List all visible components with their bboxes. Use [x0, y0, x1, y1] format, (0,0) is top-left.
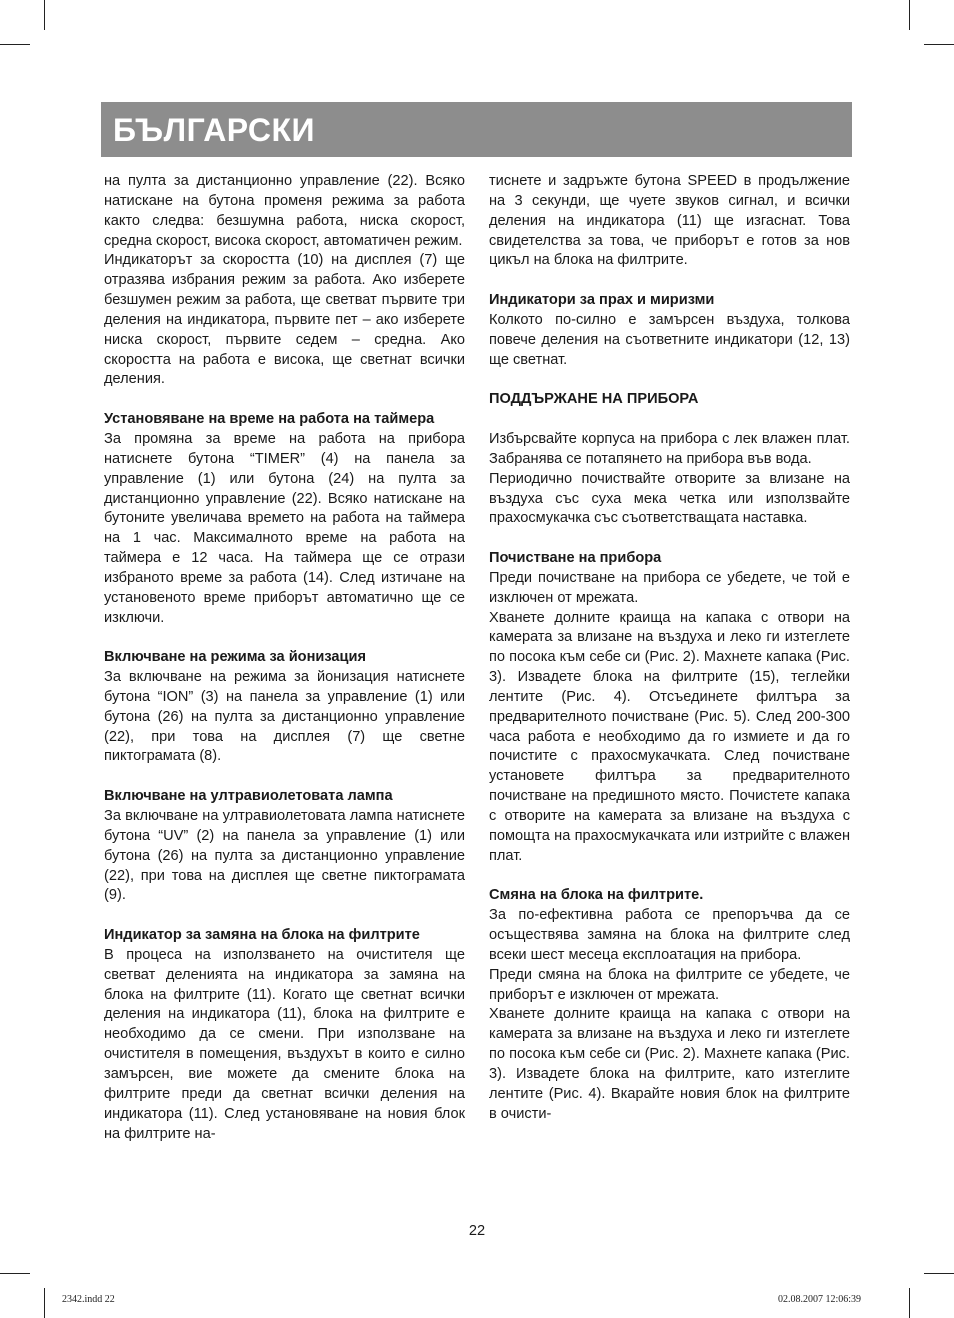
section-heading: Включване на режима за йонизация	[104, 649, 367, 666]
language-header-bar	[101, 102, 852, 157]
crop-mark	[909, 0, 910, 30]
paragraph-spacer	[489, 370, 850, 390]
paragraph-spacer	[104, 628, 465, 648]
body-paragraph: Периодично почиствайте отворите за влизане на въздуха със суха мека четка или използвайте прахосмукачка със съответстващата наставка.	[489, 470, 850, 527]
left-text-column	[104, 172, 465, 1144]
body-paragraph: В процеса на използването на очистителя ще светват деленията на индикатора за замяна на блока на филтрите (11). Когато ще светнат всички деления на индикатора (11), блока на филтрите е необходимо да се смени. При използване на очистителя в помещения, въздухът в които е силно замърсен, вие можете да смените блока на филтрите преди да светнат всички деления на индикатора (11). След установяване на новия блок на филтрите на-	[104, 946, 465, 1142]
body-paragraph: За включване на режима за йонизация натиснете бутона “ION” (3) на панела за управление (1) или бутона (26) на пулта за дистанционно управление (22), при това на дисплея (7) ще светне пиктограмата (8).	[104, 669, 465, 765]
body-paragraph: Хванете долните краища на капака с отвори на камерата за влизане на въздуха и леко ги изтеглете по посока към себе си (Рис. 2). Махнете капака (Рис. 3). Извадете блока на филтрите, като изтеглите лентите (Рис. 4). Вкарайте новия блок на филтрите в очисти-	[489, 1006, 850, 1122]
crop-mark	[0, 1273, 30, 1274]
language-title: БЪЛГАРСКИ	[113, 112, 315, 148]
slug-file: 2342.indd 22	[62, 1294, 115, 1305]
body-paragraph: Преди смяна на блока на филтрите се убедете, че приборът е изключен от мрежата.	[489, 966, 850, 1003]
section-heading: Смяна на блока на филтрите.	[489, 887, 704, 904]
crop-mark	[0, 44, 30, 45]
crop-mark	[909, 1288, 910, 1318]
crop-mark	[44, 0, 45, 30]
page-number: 22	[468, 1223, 486, 1239]
body-paragraph: на пулта за дистанционно управление (22). Всяко натискане на бутона променя режима за работа както следва: безшумна работа, ниска скорост, средна скорост, висока скорост, автоматичен режим.	[104, 173, 465, 249]
paragraph-spacer	[489, 271, 850, 291]
body-paragraph: Индикаторът за скоростта (10) на дисплея (7) ще отразява избрания режим за работа. Ако изберете безшумен режим за работа, ще светват първите три деления на индикатора, първите пет – ако изберете ниска скорост, първите седем – средна. Ако скоростта на работа е висока, ще светнат всички деления.	[104, 252, 465, 388]
body-paragraph: За включване на ултравиолетовата лампа натиснете бутона “UV” (2) на панела за управление (1) или бутона (26) на пулта за дистанционно управление (22), при това на дисплея ще светне пиктограмата (9).	[104, 808, 465, 904]
body-paragraph: тиснете и задръжте бутона SPEED в продължение на 3 секунди, ще чуете звуков сигнал, и всички деления на индикатора (11) ще изгаснат. Това свидетелства за това, че приборът е готов за нов цикъл на блока на филтрите.	[489, 173, 850, 269]
crop-mark	[924, 1273, 954, 1274]
body-paragraph: Преди почистване на прибора се убедете, че той е изключен от мрежата.	[489, 569, 850, 606]
slug-datetime: 02.08.2007 12:06:39	[778, 1294, 862, 1305]
body-paragraph: За по-ефективна работа се препоръчва да се осъществява замяна на блока на филтрите след всеки шест месеца експлоатация на прибора.	[489, 907, 850, 963]
paragraph-spacer	[104, 390, 465, 410]
crop-mark	[44, 1288, 45, 1318]
paragraph-spacer	[489, 410, 850, 430]
section-heading: Включване на ултравиолетовата лампа	[104, 788, 393, 805]
body-paragraph: Хванете долните краища на капака с отвори на камерата за влизане на въздуха и леко ги изтеглете по посока към себе си (Рис. 2). Махнете капака (Рис. 3). Извадете блока на филтрите (15), теглейки лентите (Рис. 4). Отсъединете филтъра за предварителното почистване (Рис. 5). След 200-300 часа работа е необходимо да го измиете и да го почистите с прахосмукачката. След почистване установете филтъра за предварителното почистване на предишното място. Почистете капака с отворите на камерата за влизане на въздуха с помощта на прахосмукачката или изтрийте с влажен плат.	[489, 609, 850, 864]
body-paragraph: Колкото по-силно е замърсен въздуха, толкова повече деления на съответните индикатори (12, 13) ще светнат.	[489, 311, 850, 368]
section-heading: Индикатори за прах и миризми	[489, 292, 715, 309]
paragraph-spacer	[104, 906, 465, 926]
section-heading: Почистване на прибора	[489, 550, 662, 567]
body-paragraph: Избърсвайте корпуса на прибора с лек влажен плат. Забранява се потапянето на прибора във вода.	[489, 430, 850, 467]
paragraph-spacer	[104, 767, 465, 787]
body-paragraph: За промяна за време на работа на прибора натиснете бутона “TIMER” (4) на панела за управление (1) или бутона (24) на пулта за дистанционно управление (22). Всяко натискане на бутоните увеличава времето на работа на таймера на 1 час. Максималното време на работа на таймера е 12 часа. На таймера ще се отрази избраното време за работа (14). След изтичане на установеното време приборът автоматично ще се изключи.	[104, 430, 465, 626]
right-text-column	[489, 172, 850, 1125]
section-heading: Установяване на време на работа на таймера	[104, 411, 435, 428]
paragraph-spacer	[489, 529, 850, 549]
paragraph-spacer	[489, 867, 850, 887]
crop-mark	[924, 44, 954, 45]
section-heading: ПОДДЪРЖАНЕ НА ПРИБОРА	[489, 391, 699, 408]
section-heading: Индикатор за замяна на блока на филтрите	[104, 927, 420, 944]
